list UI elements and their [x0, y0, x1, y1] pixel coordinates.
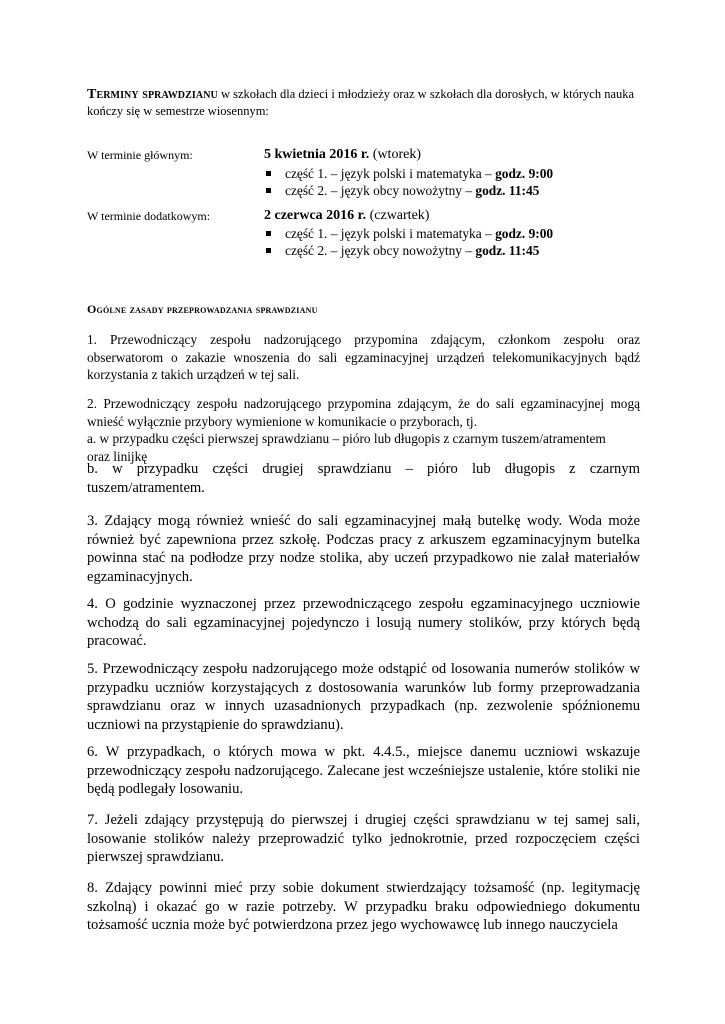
paragraph-2-intro: 2. Przewodniczący zespołu nadzorującego przypomina zdającym, że do sali egzaminacyjnej mogą wnieść wyłącznie przybory wymienione w komunikacie o przyborach, tj. — [87, 396, 640, 429]
paragraph-2b — [87, 460, 640, 497]
term-main-date-bold: 5 kwietnia 2016 r. — [264, 147, 370, 162]
bullet-icon — [266, 248, 271, 253]
part-time: godz. 9:00 — [495, 166, 554, 181]
term-extra-label: W terminie dodatkowym: — [87, 209, 211, 223]
paragraph-2-b-line1: b. w przypadku części drugiej sprawdzianu – pióro lub długopis z czarnym — [87, 461, 640, 477]
paragraph-8: 8. Zdający powinni mieć przy sobie dokument stwierdzający tożsamość (np. legitymację szkolną) i okazać go w razie potrzeby. W przypadku braku odpowiedniego dokumentu tożsamość ucznia może być potwierdzona przez jego wychowawcę lub innego nauczyciela — [87, 880, 640, 934]
list-item — [264, 165, 553, 182]
document-header — [87, 86, 645, 120]
part-text: część 1. – język polski i matematyka – — [285, 166, 496, 181]
bullet-icon — [266, 231, 271, 236]
paragraph-4: 4. O godzinie wyznaczonej przez przewodniczącego zespołu egzaminacyjnego uczniowie wchodzą do sali egzaminacyjnej pojedynczo i losują numery stolików, przy których będą pracować. — [87, 596, 640, 650]
header-subtitle: w szkołach dla dzieci i młodzieży oraz w szkołach dla dorosłych, w których nauka kończy się w semestrze wiosennym: — [87, 87, 635, 118]
part-time: godz. 9:00 — [495, 226, 554, 241]
bullet-icon — [266, 188, 271, 193]
part-time: godz. 11:45 — [475, 183, 540, 198]
list-item — [264, 182, 553, 199]
paragraph-6: 6. W przypadkach, o których mowa w pkt. 4.4.5., miejsce danemu uczniowi wskazuje przewodniczący zespołu nadzorującego. Zalecane jest wcześniejsze ustalenie, które stoliki nie będą podlegały losowaniu. — [87, 744, 640, 798]
paragraph-2-a-line2: oraz linijkę — [87, 448, 148, 464]
term-extra-date-bold: 2 czerwca 2016 r. — [264, 208, 367, 223]
paragraph-3: 3. Zdający mogą również wnieść do sali egzaminacyjnej małą butelkę wody. Woda może również być zapewniona przez szkołę. Podczas pracy z arkuszem egzaminacyjnym butelka powinna stać na podłodze przy nodze stolika, aby uczeń przypadkowo nie zalał materiałów egzaminacyjnych. — [87, 513, 640, 585]
paragraph-1: 1. Przewodniczący zespołu nadzorującego przypomina zdającym, członkom zespołu oraz obserwatorom o zakazie wnoszenia do sali egzaminacyjnej urządzeń telekomunikacyjnych bądź korzystania z takich urządzeń w tej sali. — [87, 332, 640, 382]
paragraph-2-b-line2: tuszem/atramentem. — [87, 479, 205, 496]
paragraph-5: 5. Przewodniczący zespołu nadzorującego może odstąpić od losowania numerów stolików w przypadku uczniów korzystających z dostosowania warunków lub formy przeprowadzania sprawdzianu oraz w innych uzasadnionych przypadkach (np. zezwolenie spóźnionemu uczniowi na przystąpienie do sprawdzianu). — [87, 661, 640, 733]
paragraph-7: 7. Jeżeli zdający przystępują do pierwszej i drugiej części sprawdzianu w tej samej sali, losowanie stolików należy przeprowadzić tylko jednokrotnie, przed rozpoczęciem części pierwszej sprawdzianu. — [87, 812, 640, 866]
term-main-date — [264, 147, 421, 163]
paragraph-2-a-line1: a. w przypadku części pierwszej sprawdzianu – pióro lub długopis z czarnym tuszem/atramentem — [87, 431, 606, 446]
part-time: godz. 11:45 — [475, 243, 540, 258]
part-text: część 2. – język obcy nowożytny – — [285, 243, 476, 258]
header-title: Terminy sprawdzianu — [87, 87, 218, 102]
term-extra-parts — [264, 225, 553, 259]
term-main-parts — [264, 165, 553, 199]
paragraph-2 — [87, 395, 640, 465]
term-extra-day: (czwartek) — [366, 208, 430, 223]
term-extra-date — [264, 208, 429, 224]
bullet-icon — [266, 171, 271, 176]
section-heading: Ogólne zasady przeprowadzania sprawdzianu — [87, 302, 318, 316]
part-text: część 2. – język obcy nowożytny – — [285, 183, 476, 198]
term-main-day: (wtorek) — [369, 147, 421, 162]
list-item — [264, 242, 553, 259]
part-text: część 1. – język polski i matematyka – — [285, 226, 496, 241]
term-main-label: W terminie głównym: — [87, 148, 193, 162]
list-item — [264, 225, 553, 242]
